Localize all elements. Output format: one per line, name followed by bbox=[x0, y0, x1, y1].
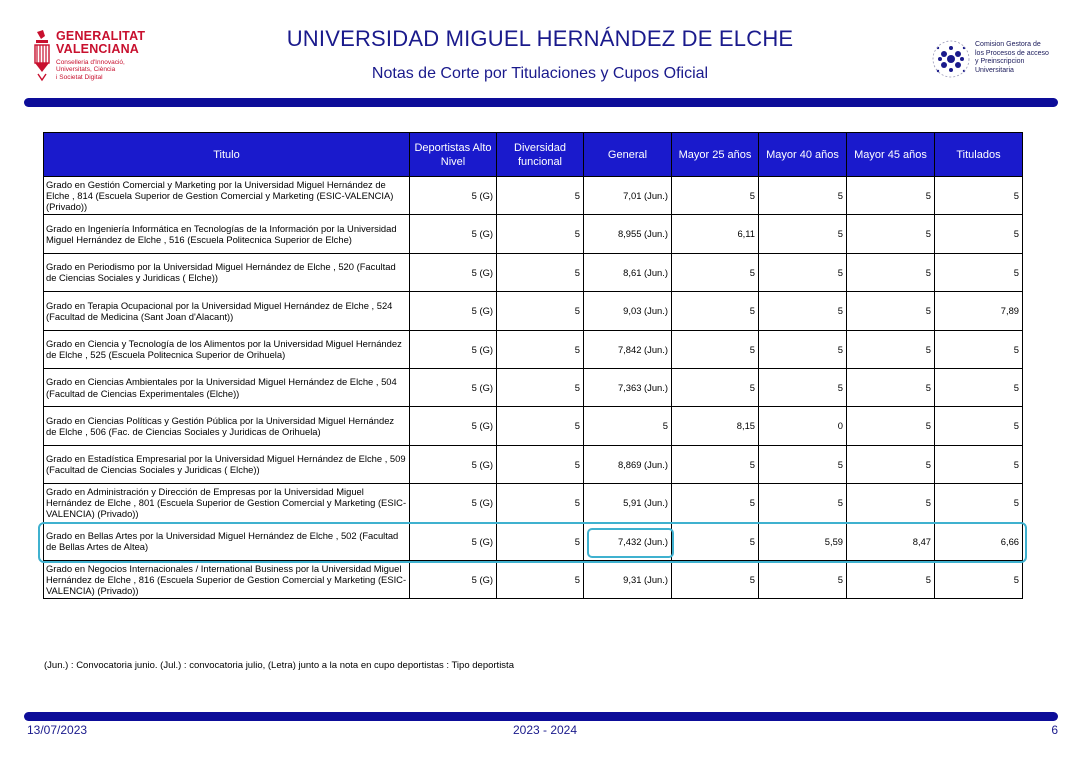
header-col-diversidad: Diversidad funcional bbox=[497, 133, 584, 177]
conselleria-line1: Conselleria d'Innovació, bbox=[56, 59, 125, 66]
cell-titulo: Grado en Periodismo por la Universidad Miguel Hernández de Elche , 520 (Facultad de Ciencias Sociales y Juridicas ( Elche)) bbox=[44, 253, 410, 291]
table-row bbox=[44, 522, 1023, 560]
cell-deportistas: 5 (G) bbox=[410, 407, 497, 445]
cell-mayor45: 5 bbox=[847, 215, 935, 253]
table-row bbox=[44, 177, 1023, 215]
generalitat-name-line1: GENERALITAT bbox=[56, 29, 146, 43]
comision-line2: los Procesos de acceso bbox=[975, 49, 1049, 57]
cell-mayor25: 5 bbox=[672, 445, 759, 483]
comision-line3: y Preinscripcion bbox=[975, 58, 1025, 65]
cell-mayor45: 5 bbox=[847, 253, 935, 291]
table-row bbox=[44, 330, 1023, 368]
cell-titulados: 5 bbox=[935, 330, 1023, 368]
cell-mayor25: 6,11 bbox=[672, 215, 759, 253]
cell-mayor40: 0 bbox=[759, 407, 847, 445]
cell-diversidad: 5 bbox=[497, 407, 584, 445]
conselleria-name bbox=[56, 59, 156, 81]
table-body bbox=[44, 177, 1023, 599]
cell-mayor45: 5 bbox=[847, 484, 935, 522]
cell-titulados: 5 bbox=[935, 484, 1023, 522]
cell-titulo: Grado en Negocios Internacionales / International Business por la Universidad Miguel Hernández de Elche , 816 (Escuela Superior de Gestion Comercial y Marketing (ESIC-VALENCIA) (Privado)) bbox=[44, 560, 410, 598]
header-col-mayor25: Mayor 25 años bbox=[672, 133, 759, 177]
cell-mayor45: 5 bbox=[847, 445, 935, 483]
cell-mayor25: 5 bbox=[672, 484, 759, 522]
cell-titulo: Grado en Gestión Comercial y Marketing por la Universidad Miguel Hernández de Elche , 814 (Escuela Superior de Gestion Comercial y Marketing (ESIC-VALENCIA) (Privado)) bbox=[44, 177, 410, 215]
cell-general: 7,432 (Jun.) bbox=[584, 522, 672, 560]
cell-mayor25: 5 bbox=[672, 330, 759, 368]
cut-off-marks-table bbox=[43, 132, 1023, 599]
cell-mayor25: 5 bbox=[672, 522, 759, 560]
cell-diversidad: 5 bbox=[497, 253, 584, 291]
cell-titulo: Grado en Administración y Dirección de Empresas por la Universidad Miguel Hernández de Elche , 801 (Escuela Superior de Gestion Comercial y Marketing (ESIC-VALENCIA) (Privado)) bbox=[44, 484, 410, 522]
cell-mayor25: 5 bbox=[672, 368, 759, 406]
cell-deportistas: 5 (G) bbox=[410, 445, 497, 483]
cell-mayor25: 5 bbox=[672, 253, 759, 291]
cell-titulo: Grado en Estadística Empresarial por la Universidad Miguel Hernández de Elche , 509 (Facultad de Ciencias Sociales y Juridicas ( Elche)) bbox=[44, 445, 410, 483]
comision-line1: Comision Gestora de bbox=[975, 41, 1041, 48]
page-title: UNIVERSIDAD MIGUEL HERNÁNDEZ DE ELCHE bbox=[286, 26, 794, 51]
generalitat-logo bbox=[34, 30, 164, 88]
cell-mayor25: 8,15 bbox=[672, 407, 759, 445]
table-row bbox=[44, 292, 1023, 330]
cell-mayor40: 5 bbox=[759, 368, 847, 406]
cell-general: 8,869 (Jun.) bbox=[584, 445, 672, 483]
table-row bbox=[44, 560, 1023, 598]
table-row bbox=[44, 253, 1023, 291]
cell-deportistas: 5 (G) bbox=[410, 292, 497, 330]
generalitat-shield-icon bbox=[34, 30, 50, 82]
table-row bbox=[44, 215, 1023, 253]
cell-general: 8,61 (Jun.) bbox=[584, 253, 672, 291]
cell-deportistas: 5 (G) bbox=[410, 560, 497, 598]
table-row bbox=[44, 407, 1023, 445]
cell-mayor40: 5 bbox=[759, 330, 847, 368]
cell-diversidad: 5 bbox=[497, 368, 584, 406]
cell-mayor25: 5 bbox=[672, 560, 759, 598]
header-col-titulados: Titulados bbox=[935, 133, 1023, 177]
cell-mayor45: 8,47 bbox=[847, 522, 935, 560]
cell-general: 9,03 (Jun.) bbox=[584, 292, 672, 330]
footnote: (Jun.) : Convocatoria junio. (Jul.) : convocatoria julio, (Letra) junto a la nota en cupo deportistas : Tipo deportista bbox=[44, 660, 514, 671]
cell-deportistas: 5 (G) bbox=[410, 484, 497, 522]
footer-divider-bar bbox=[24, 712, 1058, 721]
cell-general: 7,363 (Jun.) bbox=[584, 368, 672, 406]
cell-mayor40: 5 bbox=[759, 292, 847, 330]
cell-mayor40: 5 bbox=[759, 484, 847, 522]
table-row bbox=[44, 368, 1023, 406]
conselleria-line2: Universitats, Ciència bbox=[56, 66, 116, 74]
comision-gestora-name bbox=[975, 41, 1060, 75]
header-col-general: General bbox=[584, 133, 672, 177]
cell-general: 7,842 (Jun.) bbox=[584, 330, 672, 368]
comision-gestora-logo bbox=[930, 38, 1060, 82]
cell-general: 8,955 (Jun.) bbox=[584, 215, 672, 253]
cell-general: 9,31 (Jun.) bbox=[584, 560, 672, 598]
table-header-row bbox=[44, 133, 1023, 177]
cell-diversidad: 5 bbox=[497, 177, 584, 215]
cell-mayor45: 5 bbox=[847, 407, 935, 445]
cell-titulados: 5 bbox=[935, 407, 1023, 445]
cell-diversidad: 5 bbox=[497, 292, 584, 330]
cell-mayor40: 5 bbox=[759, 215, 847, 253]
footer-course: 2023 - 2024 bbox=[512, 723, 578, 737]
cell-titulados: 7,89 bbox=[935, 292, 1023, 330]
generalitat-name-line2: VALENCIANA bbox=[56, 42, 140, 56]
cell-titulados: 6,66 bbox=[935, 522, 1023, 560]
cell-mayor45: 5 bbox=[847, 177, 935, 215]
footer-date: 13/07/2023 bbox=[27, 723, 88, 737]
header-col-deportistas: Deportistas Alto Nivel bbox=[410, 133, 497, 177]
cell-deportistas: 5 (G) bbox=[410, 177, 497, 215]
cell-diversidad: 5 bbox=[497, 445, 584, 483]
cell-diversidad: 5 bbox=[497, 560, 584, 598]
cell-titulo: Grado en Ciencias Ambientales por la Universidad Miguel Hernández de Elche , 504 (Facultad de Ciencias Experimentales (Elche)) bbox=[44, 368, 410, 406]
cell-mayor40: 5 bbox=[759, 560, 847, 598]
cell-diversidad: 5 bbox=[497, 330, 584, 368]
comision-gestora-emblem-icon bbox=[930, 38, 972, 80]
cell-mayor25: 5 bbox=[672, 292, 759, 330]
cell-titulo: Grado en Ingeniería Informática en Tecnologías de la Información por la Universidad Miguel Hernández de Elche , 516 (Escuela Politecnica Superior de Elche) bbox=[44, 215, 410, 253]
cell-deportistas: 5 (G) bbox=[410, 253, 497, 291]
header-divider-bar bbox=[24, 98, 1058, 107]
header-col-mayor45: Mayor 45 años bbox=[847, 133, 935, 177]
cell-titulados: 5 bbox=[935, 445, 1023, 483]
conselleria-line3: i Societat Digital bbox=[56, 73, 103, 81]
cell-general: 5,91 (Jun.) bbox=[584, 484, 672, 522]
cell-mayor40: 5 bbox=[759, 445, 847, 483]
comision-line4: Universitaria bbox=[975, 66, 1014, 74]
cell-titulados: 5 bbox=[935, 253, 1023, 291]
cell-general: 5 bbox=[584, 407, 672, 445]
cell-deportistas: 5 (G) bbox=[410, 522, 497, 560]
cell-diversidad: 5 bbox=[497, 484, 584, 522]
table-row bbox=[44, 445, 1023, 483]
cell-titulados: 5 bbox=[935, 560, 1023, 598]
cell-titulo: Grado en Ciencia y Tecnología de los Alimentos por la Universidad Miguel Hernández de Elche , 525 (Escuela Politecnica Superior de Orihuela) bbox=[44, 330, 410, 368]
cell-mayor40: 5,59 bbox=[759, 522, 847, 560]
cell-titulados: 5 bbox=[935, 215, 1023, 253]
cell-general: 7,01 (Jun.) bbox=[584, 177, 672, 215]
cell-mayor40: 5 bbox=[759, 177, 847, 215]
cell-deportistas: 5 (G) bbox=[410, 368, 497, 406]
cell-mayor45: 5 bbox=[847, 560, 935, 598]
cell-diversidad: 5 bbox=[497, 522, 584, 560]
cell-titulo: Grado en Ciencias Políticas y Gestión Pública por la Universidad Miguel Hernández de Elche , 506 (Fac. de Ciencias Sociales y Juridicas de Orihuela) bbox=[44, 407, 410, 445]
cell-deportistas: 5 (G) bbox=[410, 215, 497, 253]
cell-mayor45: 5 bbox=[847, 330, 935, 368]
page-subtitle: Notas de Corte por Titulaciones y Cupos Oficial bbox=[371, 65, 709, 82]
header-col-titulo: Titulo bbox=[44, 133, 410, 177]
page-number: 6 bbox=[1051, 723, 1058, 737]
cell-deportistas: 5 (G) bbox=[410, 330, 497, 368]
generalitat-name bbox=[56, 30, 145, 56]
header-col-mayor40: Mayor 40 años bbox=[759, 133, 847, 177]
cell-mayor45: 5 bbox=[847, 292, 935, 330]
cell-titulados: 5 bbox=[935, 177, 1023, 215]
cell-titulo: Grado en Bellas Artes por la Universidad Miguel Hernández de Elche , 502 (Facultad de Bellas Artes de Altea) bbox=[44, 522, 410, 560]
table-row bbox=[44, 484, 1023, 522]
cell-titulo: Grado en Terapia Ocupacional por la Universidad Miguel Hernández de Elche , 524 (Facultad de Medicina (Sant Joan d'Alacant)) bbox=[44, 292, 410, 330]
cell-titulados: 5 bbox=[935, 368, 1023, 406]
cell-mayor45: 5 bbox=[847, 368, 935, 406]
cell-diversidad: 5 bbox=[497, 215, 584, 253]
cell-mayor25: 5 bbox=[672, 177, 759, 215]
cell-mayor40: 5 bbox=[759, 253, 847, 291]
